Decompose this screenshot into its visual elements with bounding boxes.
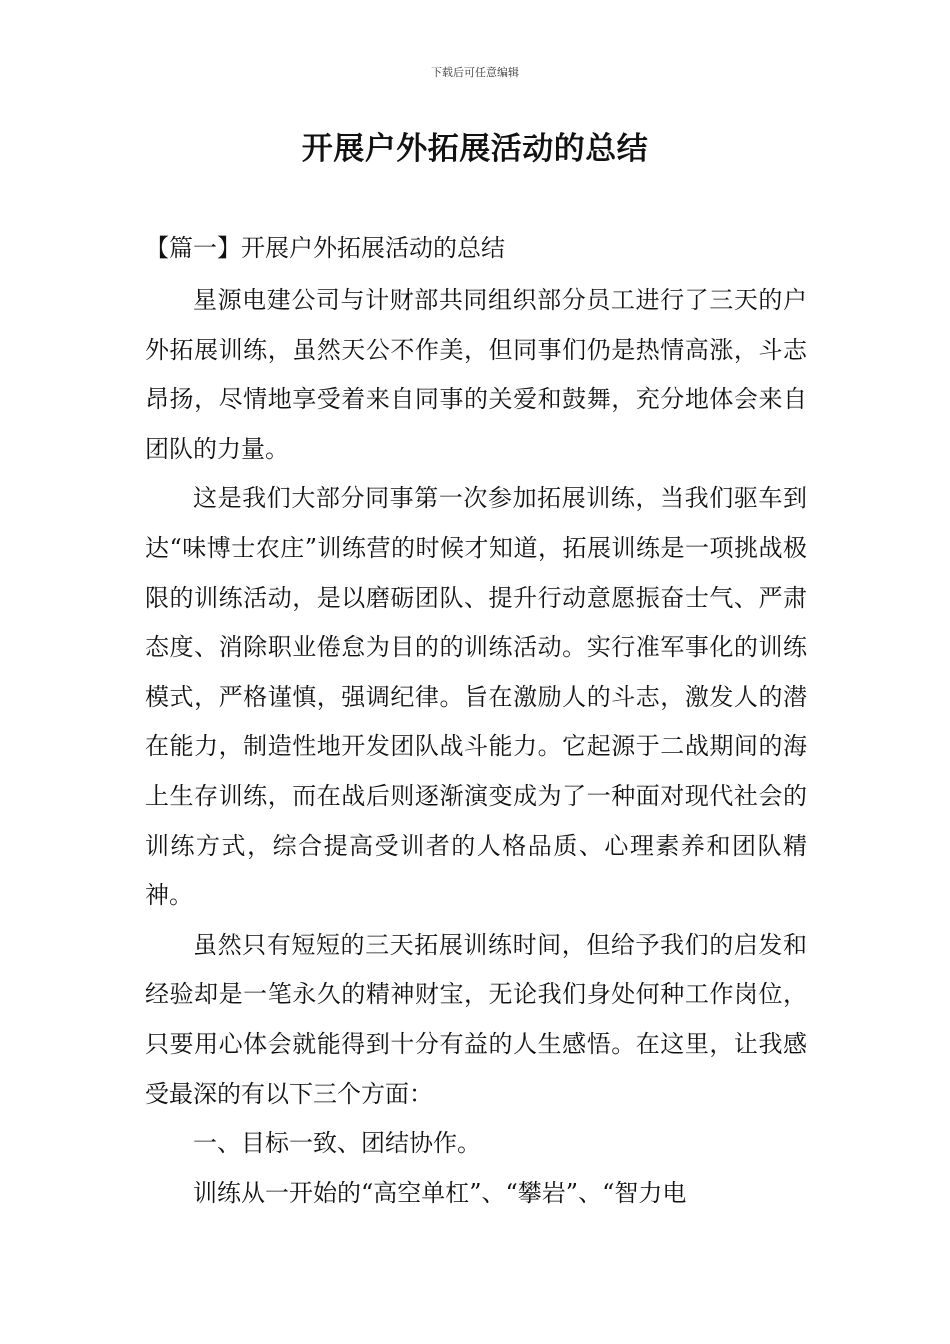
document-title: 开展户外拓展活动的总结 xyxy=(301,131,649,167)
paragraph-4: 一、目标一致、团结协作。 xyxy=(193,1129,481,1158)
section-heading: 【篇一】开展户外拓展活动的总结 xyxy=(145,234,505,262)
document-body xyxy=(145,276,807,1219)
header-note: 下载后可任意编辑 xyxy=(431,66,519,79)
paragraph-2: 这是我们大部分同事第一次参加拓展训练，当我们驱车到达“味博士农庄”训练营的时候才知道，拓展训练是一项挑战极限的训练活动，是以磨砺团队、提升行动意愿振奋士气、严肃态度、消除职业倦怠为目的的训练活动。实行准军事化的训练模式，严格谨慎，强调纪律。旨在激励人的斗志，激发人的潜在能力，制造性地开发团队战斗能力。它起源于二战期间的海上生存训练，而在战后则逐渐演变成为了一种面对现代社会的训练方式，综合提高受训者的人格品质、心理素养和团队精神。 xyxy=(145,484,807,910)
paragraph-5: 训练从一开始的“高空单杠”、“攀岩”、“智力电 xyxy=(193,1178,687,1207)
paragraph-1: 星源电建公司与计财部共同组织部分员工进行了三天的户外拓展训练，虽然天公不作美，但同事们仍是热情高涨，斗志昂扬，尽情地享受着来自同事的关爱和鼓舞，充分地体会来自团队的力量。 xyxy=(145,286,807,463)
paragraph-3: 虽然只有短短的三天拓展训练时间，但给予我们的启发和经验却是一笔永久的精神财宝，无论我们身处何种工作岗位，只要用心体会就能得到十分有益的人生感悟。在这里，让我感受最深的有以下三个方面： xyxy=(145,930,807,1108)
